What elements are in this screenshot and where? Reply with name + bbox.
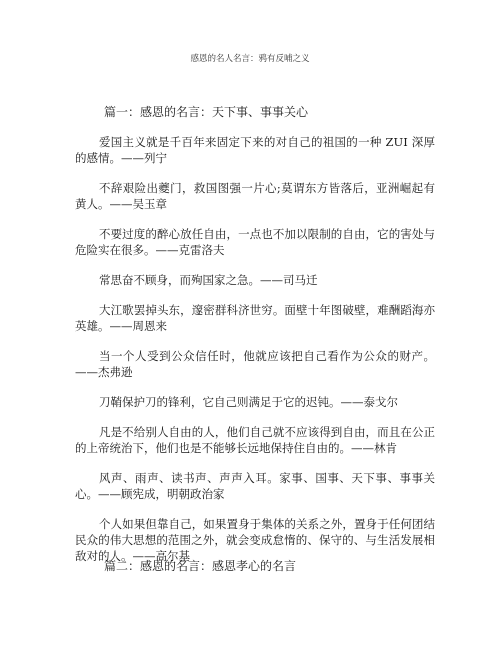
- section-heading-1: 篇一：感恩的名言：天下事、事事关心: [104, 105, 309, 119]
- quote-paragraph: 不辞艰险出夔门，救国图强一片心;莫谓东方皆落后，亚洲崛起有黄人。——吴玉章: [75, 181, 435, 211]
- quote-paragraph: 刀鞘保护刀的锋利，它自己则满足于它的迟钝。——泰戈尔: [99, 395, 398, 409]
- quote-paragraph: 不要过度的醉心放任自由，一点也不加以限制的自由，它的害处与危险实在很多。——克雷洛夫: [75, 227, 435, 257]
- quote-paragraph: 凡是不给别人自由的人，他们自己就不应该得到自由，而且在公正的上帝统治下，他们也是不能够长远地保持住自由的。——林肯: [75, 425, 435, 455]
- quote-paragraph: 风声、雨声、读书声、声声入耳。家事、国事、天下事、事事关心。——顾宪成，明朝政治家: [75, 471, 435, 501]
- quote-paragraph: 大江歌罢掉头东，邃密群科济世穷。面壁十年图破壁，难酬蹈海亦英雄。——周恩来: [75, 303, 435, 333]
- quote-paragraph: 常思奋不顾身，而殉国家之急。——司马迁: [99, 273, 318, 287]
- quote-paragraph: 当一个人受到公众信任时，他就应该把自己看作为公众的财产。——杰弗逊: [75, 349, 435, 379]
- running-header: 感恩的名人名言：鸦有反哺之义: [190, 54, 310, 64]
- section-heading-2: 篇二：感恩的名言：感恩孝心的名言: [104, 559, 297, 573]
- quote-paragraph: 爱国主义就是千百年来固定下来的对自己的祖国的一种 ZUI 深厚的感情。——列宁: [75, 135, 435, 165]
- document-body: [75, 104, 435, 564]
- quote-paragraph: 个人如果但靠自己，如果置身于集体的关系之外，置身于任何团结民众的伟大思想的范围之外，就会变成怠惰的、保守的、与生活发展相敌对的人。——高尔基: [75, 517, 435, 563]
